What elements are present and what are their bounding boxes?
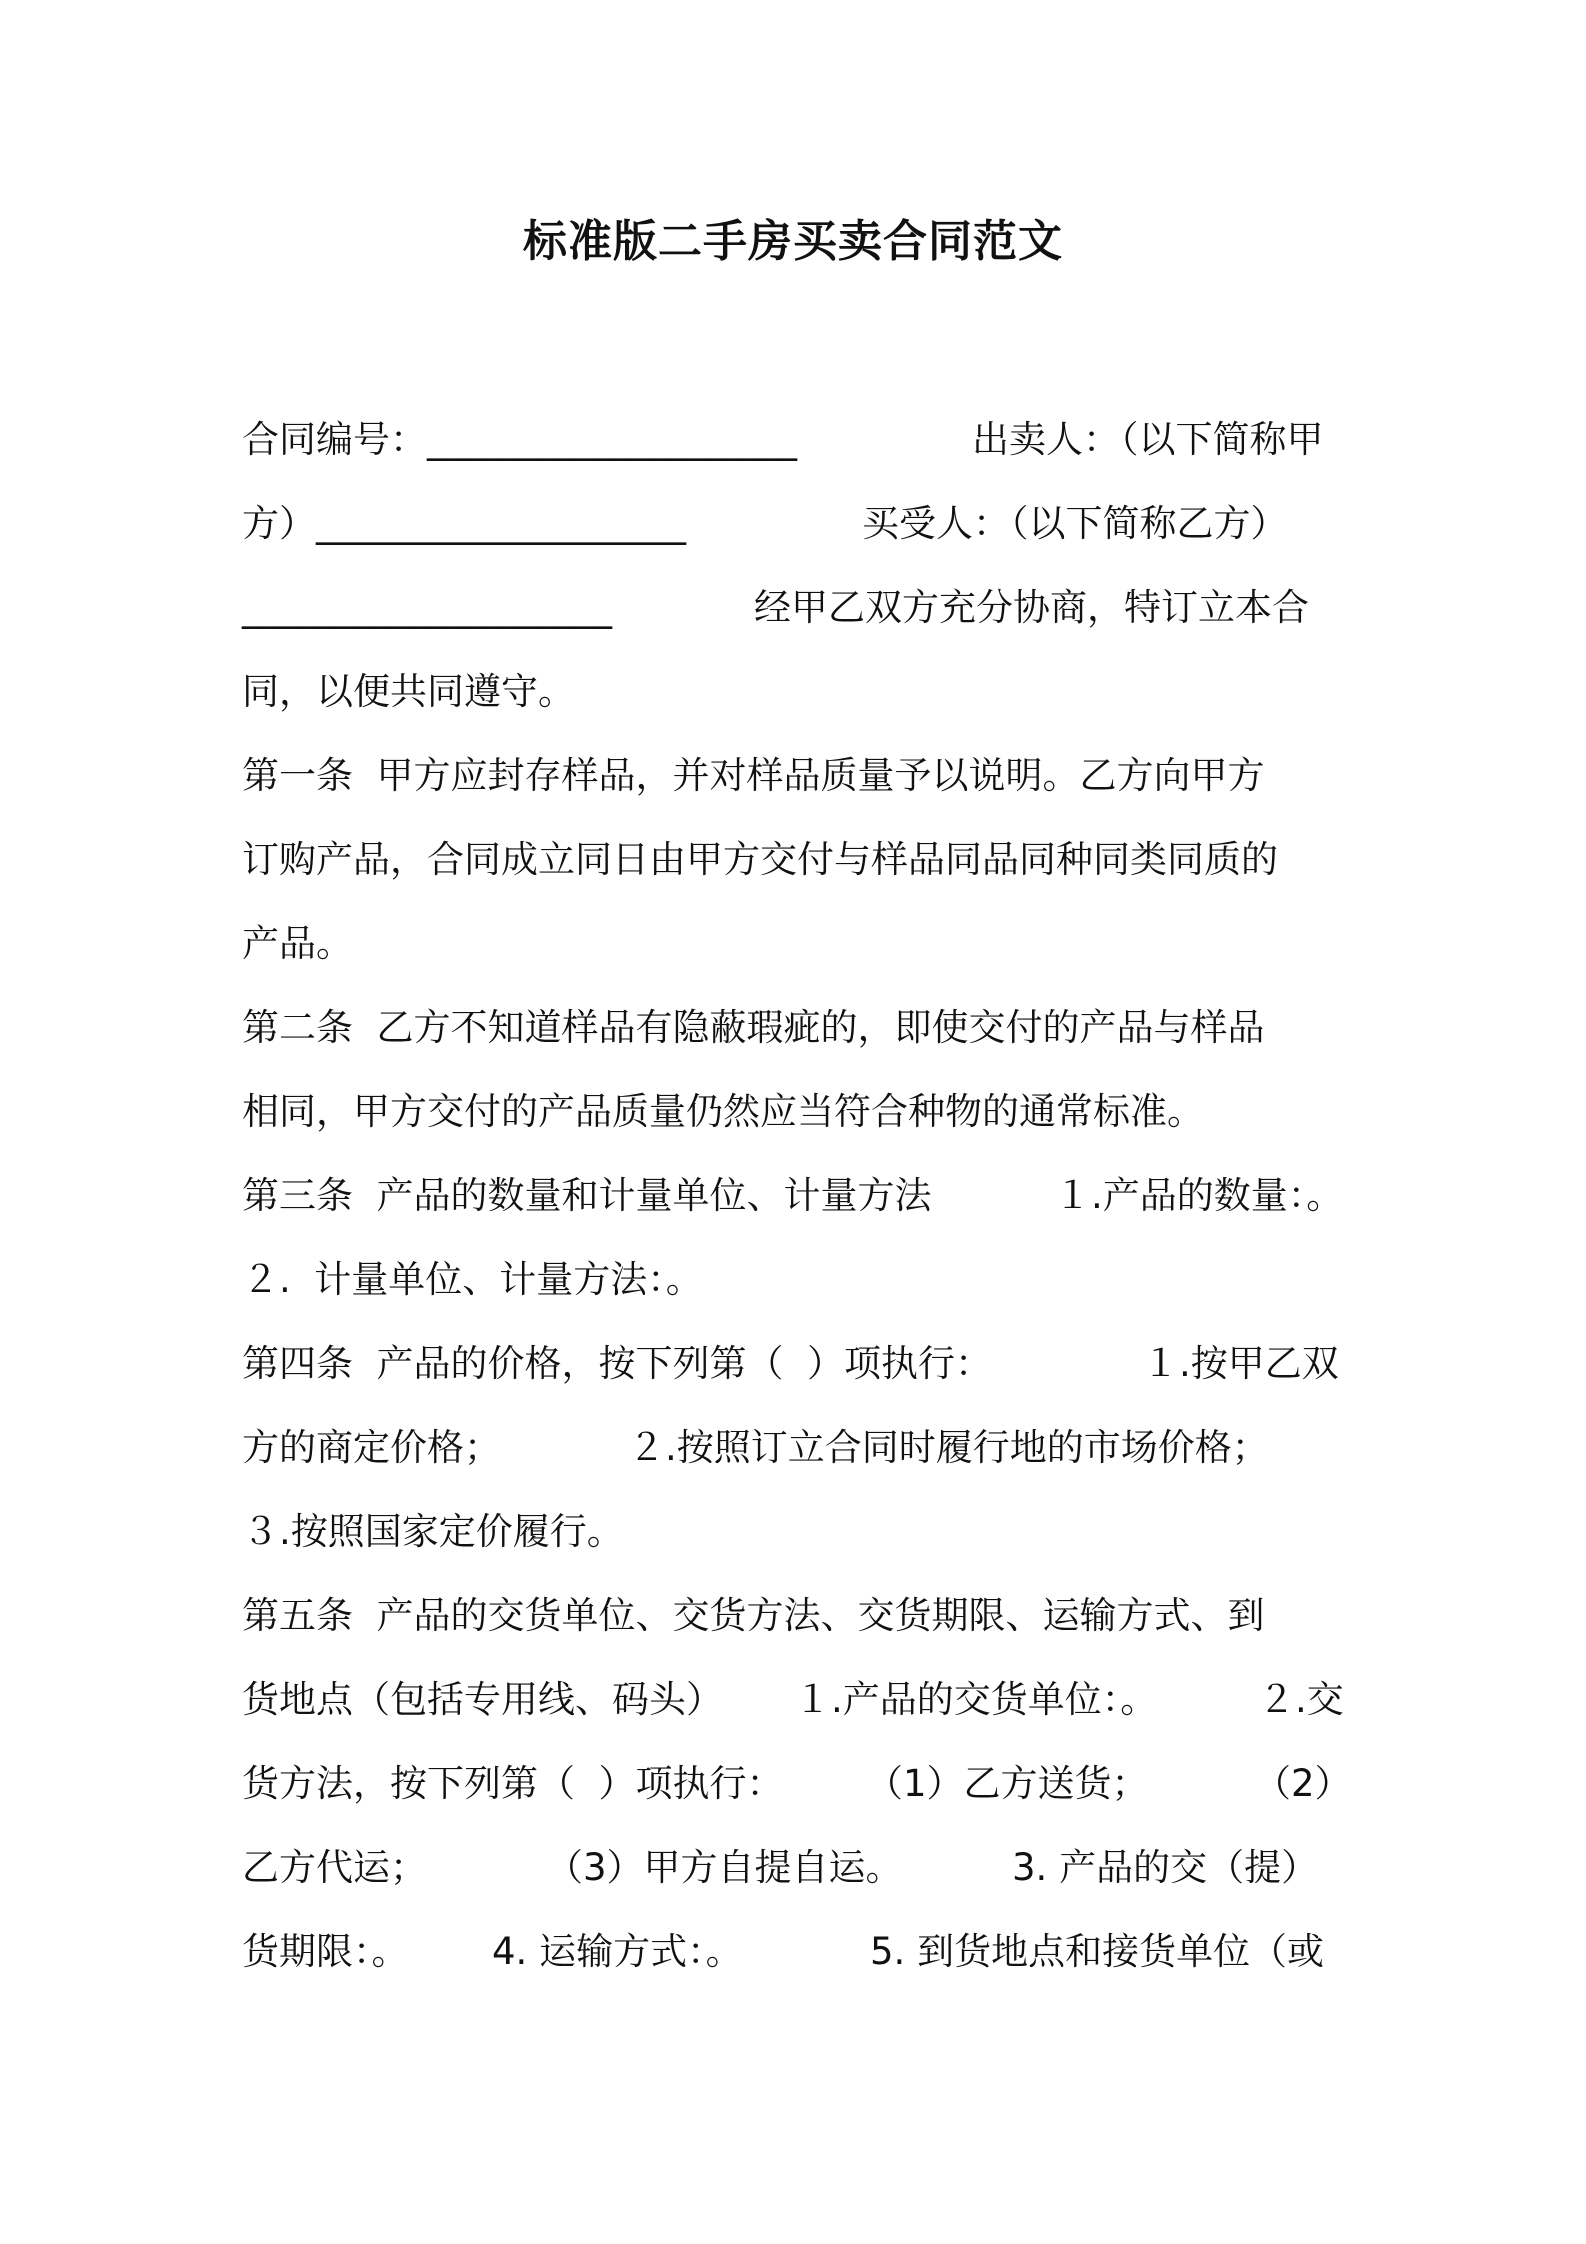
article-4-item: ３.按照国家定价履行。 [242,1510,624,1553]
article-3-text: 第三条 产品的数量和计量单位、计量方法 [242,1174,932,1217]
article-1-text: 订购产品，合同成立同日由甲方交付与样品同品同种同类同质的 [242,838,1278,881]
buyer-field: ____________________ [242,586,612,629]
text-line [242,818,1354,902]
article-4-item: ２.按照订立合同时履行地的市场价格； [628,1426,1269,1469]
article-3-item: １.产品的数量：。 [1054,1174,1344,1217]
text-line [242,482,1354,566]
text-line [242,1322,1354,1406]
text-line [242,1574,1354,1658]
article-4-text: 第四条 产品的价格，按下列第（ ）项执行： [242,1342,993,1385]
text-line [242,1406,1354,1490]
article-5-option: （2） [1254,1762,1352,1805]
text-line [242,1742,1354,1826]
seller-label: 出卖人：（以下简称甲 [972,418,1324,461]
text-line [242,398,1354,482]
article-4-item: 方的商定价格； [242,1426,501,1469]
text-line [242,1658,1354,1742]
document-title: 标准版二手房买卖合同范文 [523,216,1063,267]
text-line [242,650,1354,734]
article-5-item: 货方法，按下列第（ ）项执行： [242,1762,784,1805]
text-line [242,734,1354,818]
text-line [242,1238,1354,1322]
article-5-item: 货期限：。 [242,1930,409,1973]
contract-number-field: 合同编号：____________________ [242,418,797,461]
article-5-option: （3）甲方自提自运。 [546,1846,903,1889]
article-5-item: 3. 产品的交（提） [1012,1846,1319,1889]
article-5-text: 货地点（包括专用线、码头） [242,1678,723,1721]
text-line [242,1154,1354,1238]
article-1-text: 产品。 [242,922,353,965]
article-5-text: 第五条 产品的交货单位、交货方法、交货期限、运输方式、到 [242,1594,1265,1637]
text-line [242,1910,1354,1994]
article-2-text: 第二条 乙方不知道样品有隐蔽瑕疵的，即使交付的产品与样品 [242,1006,1265,1049]
text-line [242,566,1354,650]
preamble-text: 同，以便共同遵守。 [242,670,575,713]
document-body [242,398,1354,1994]
text-line [242,902,1354,986]
article-4-item: １.按甲乙双 [1142,1342,1339,1385]
text-line [242,986,1354,1070]
text-line [242,1070,1354,1154]
article-3-item: ２. 计量单位、计量方法：。 [242,1258,703,1301]
article-5-option: 乙方代运； [242,1846,427,1889]
article-2-text: 相同，甲方交付的产品质量仍然应当符合种物的通常标准。 [242,1090,1204,1133]
article-5-item: １.产品的交货单位：。 [794,1678,1158,1721]
article-5-item: ２.交 [1258,1678,1344,1721]
article-5-item: 5. 到货地点和接货单位（或 [870,1930,1325,1973]
text-line [242,1490,1354,1574]
article-1-text: 第一条 甲方应封存样品，并对样品质量予以说明。乙方向甲方 [242,754,1265,797]
article-5-option: （1）乙方送货； [866,1762,1149,1805]
buyer-label: 买受人：（以下简称乙方） [862,502,1288,545]
article-5-item: 4. 运输方式：。 [492,1930,743,1973]
text-line [242,1826,1354,1910]
seller-field: 方）____________________ [242,502,686,545]
preamble-text: 经甲乙双方充分协商，特订立本合 [754,586,1309,629]
